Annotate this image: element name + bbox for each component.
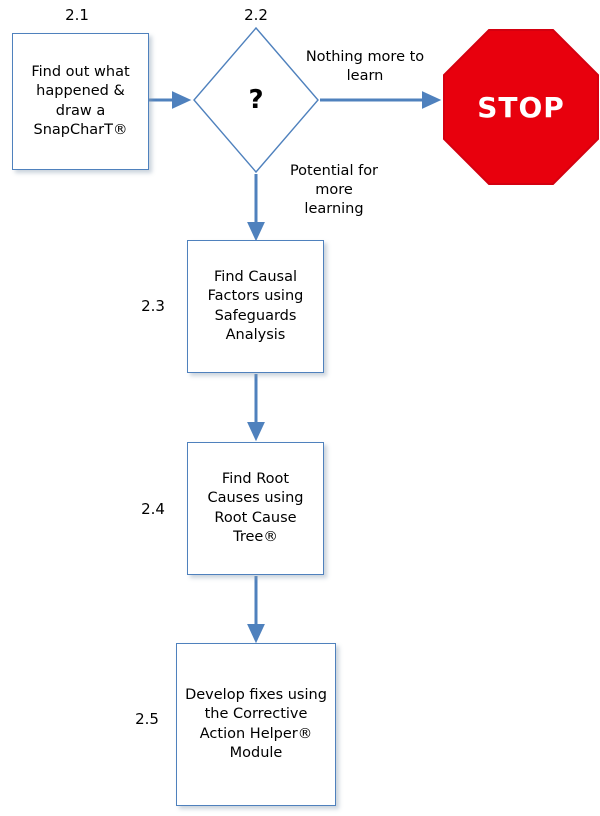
node-decision-label: ?: [248, 85, 264, 115]
node-step-2-5[interactable]: [176, 643, 336, 806]
step-number-2-4: 2.4: [141, 500, 165, 518]
node-step-2-4[interactable]: [187, 442, 324, 575]
node-step-2-3-label: Find Causal Factors using Safeguards Analysis: [207, 269, 304, 343]
node-step-2-3[interactable]: [187, 240, 324, 373]
step-number-2-5: 2.5: [135, 710, 159, 728]
node-stop[interactable]: [444, 30, 598, 184]
node-decision[interactable]: [194, 28, 318, 172]
node-step-2-5-label: Develop fixes using the Corrective Action Helper® Module: [185, 687, 327, 761]
edge-label-potential-for-more-learning: Potential for more learning: [289, 163, 379, 217]
edge-label-nothing-more-to-learn: Nothing more to learn: [305, 49, 425, 84]
step-number-2-2: 2.2: [244, 6, 268, 24]
node-step-2-1-label: Find out what happened & draw a SnapCharT®: [31, 64, 130, 138]
step-number-2-1: 2.1: [65, 6, 89, 24]
node-stop-label: STOP: [477, 90, 565, 124]
step-number-2-3: 2.3: [141, 297, 165, 315]
node-step-2-4-label: Find Root Causes using Root Cause Tree®: [207, 471, 304, 545]
node-step-2-1[interactable]: [12, 33, 149, 170]
